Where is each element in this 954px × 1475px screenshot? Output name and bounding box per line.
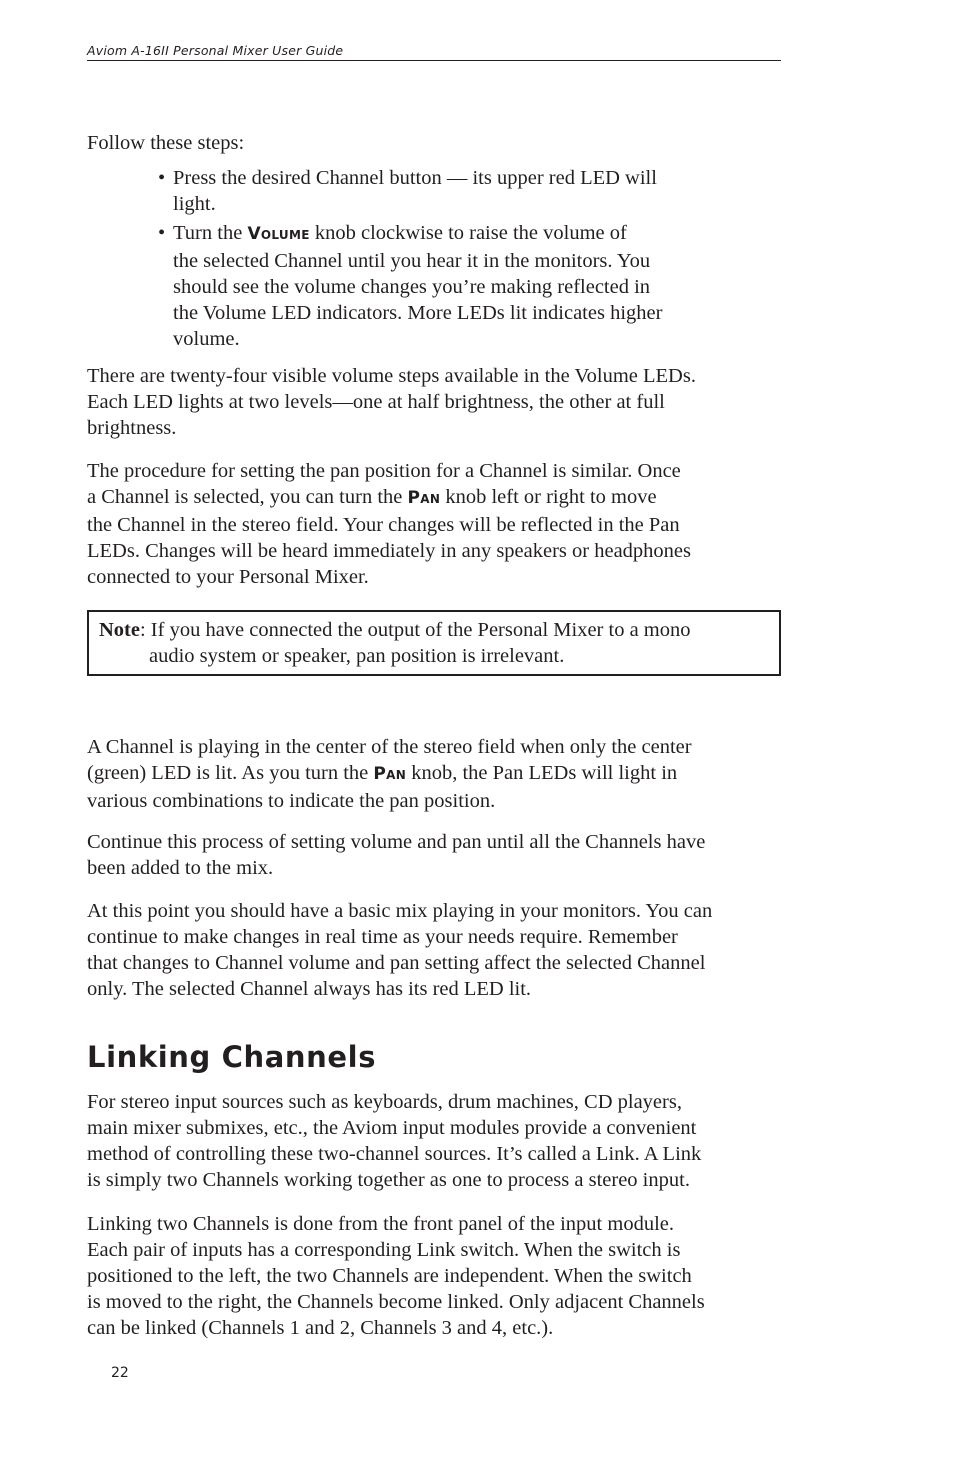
step-line: knob clockwise to raise the volume of [314,222,627,244]
step-line: volume. [173,328,240,350]
paragraph-continue: Continue this process of setting volume and pan until all the Channels have been added to the mix. [87,831,706,879]
running-header: Aviom A-16II Personal Mixer User Guide [87,43,781,61]
pan-knob-label: PAN [373,764,407,784]
step-line: the Volume LED indicators. More LEDs lit indicates higher [173,302,663,324]
paragraph-stereo-sources: For stereo input sources such as keyboards, drum machines, CD players, main mixer submixes, etc., the Aviom input modules provide a convenient method of controlling these two-channel sources. It’s called a Link. A Link is simply two Channels working together as one to process a stereo input. [87,1091,702,1191]
paragraph-pan-center: A Channel is playing in the center of the stereo field when only the center (green) LED is lit. As you turn the PAN knob, the Pan LEDs will light in various combinations to indicate the pan position. [87,736,692,812]
paragraph-volume-steps: There are twenty-four visible volume steps available in the Volume LEDs. Each LED lights at two levels—one at half brightness, the other at full brightness. [87,365,696,439]
note-label: Note [99,619,140,641]
page-number: 22 [111,1365,129,1381]
bullet-icon: • [158,222,166,244]
step-item [158,220,718,352]
volume-knob-label: VOLUME [247,224,310,244]
pan-knob-label: PAN [407,488,441,508]
paragraph-pan-procedure: The procedure for setting the pan position for a Channel is similar. Once a Channel is selected, you can turn the PAN knob left or right to move the Channel in the stereo field. Your changes will be reflected in the Pan LEDs. Changes will be heard immediately in any speakers or headphones connected to your Personal Mixer. [87,460,692,588]
step-line: should see the volume changes you’re making reflected in [173,276,651,298]
step-item [158,165,718,217]
step-line: Press the desired Channel button — its upper red LED will [173,167,657,189]
intro-text: Follow these steps: [87,132,245,154]
step-line: light. [173,193,216,215]
paragraph-link-switch: Linking two Channels is done from the front panel of the input module. Each pair of inputs has a corresponding Link switch. When the switch is positioned to the left, the two Channels are independent. When the switch is moved to the right, the Channels become linked. Only adjacent Channels can be linked (Channels 1 and 2, Channels 3 and 4, etc.). [87,1213,705,1339]
section-heading: Linking Channels [87,1040,377,1074]
note-box [87,610,781,676]
note-text: Note: If you have connected the output of the Personal Mixer to a mono audio system or speaker, pan position is irrelevant. [99,619,691,667]
paragraph-basic-mix: At this point you should have a basic mix playing in your monitors. You can continue to make changes in real time as your needs require. Remember that changes to Channel volume and pan setting affect the selected Channel only. The selected Channel always has its red LED lit. [87,900,713,1000]
step-line: Turn the [173,222,243,244]
steps-list [158,165,718,355]
bullet-icon: • [158,167,166,189]
step-line: the selected Channel until you hear it in the monitors. You [173,250,651,272]
